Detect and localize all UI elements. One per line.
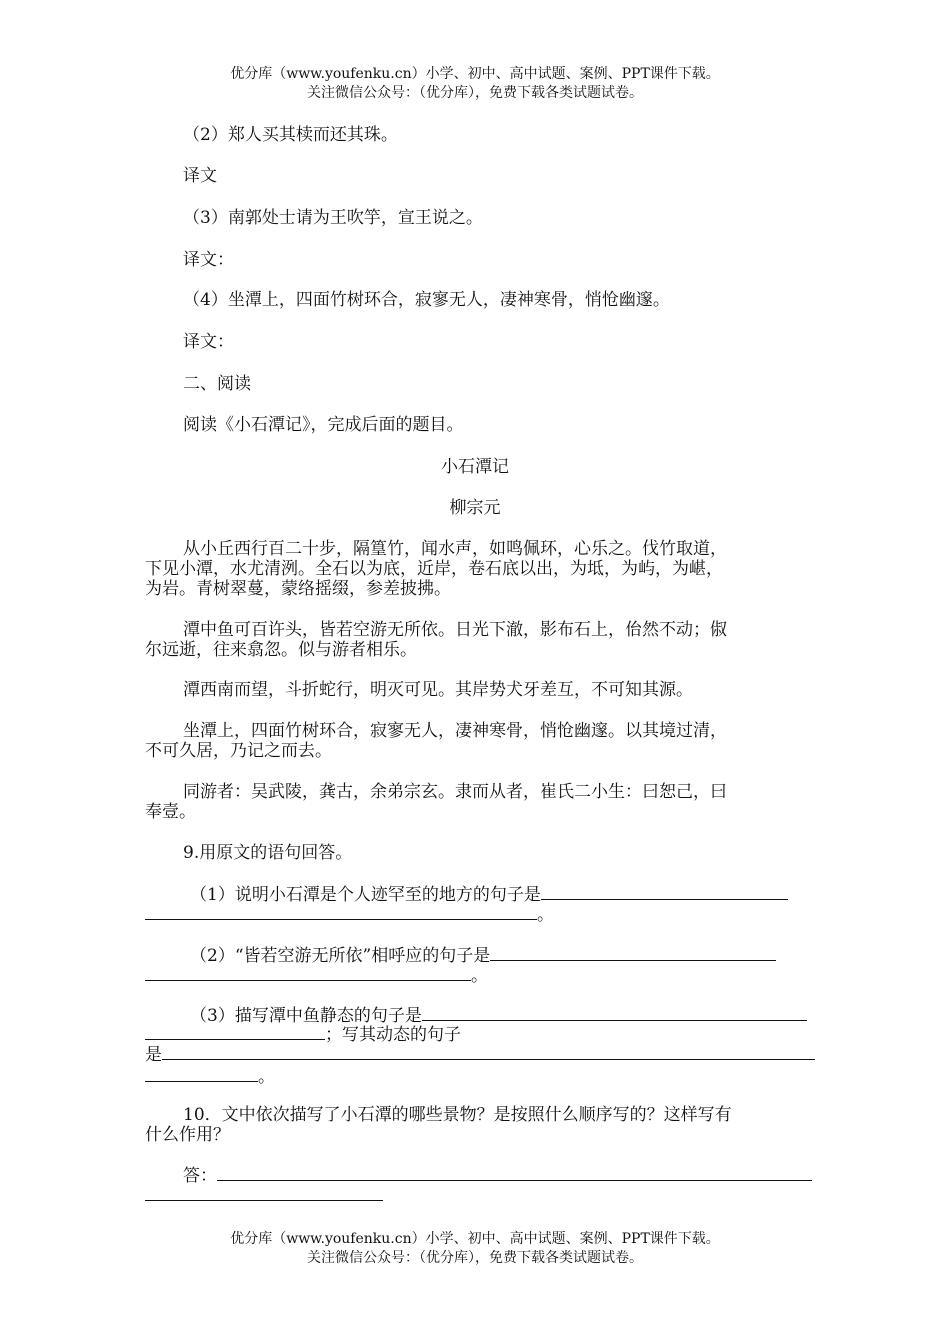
translation-label-4: 译文： <box>183 332 234 352</box>
answer-label: 答： <box>183 1166 217 1186</box>
question-9-1-continued <box>145 905 825 926</box>
period: 。 <box>537 905 554 925</box>
passage-line: 尔远逝，往来翕忽。似与游者相乐。 <box>145 640 417 660</box>
section-heading-reading: 二、阅读 <box>183 374 251 394</box>
answer-blank[interactable] <box>145 1038 325 1040</box>
question-9-2-continued <box>145 966 825 987</box>
answer-blank[interactable] <box>145 979 471 981</box>
passage-line: 潭西南而望，斗折蛇行，明灭可见。其岸势犬牙差互，不可知其源。 <box>183 680 693 700</box>
passage-author: 柳宗元 <box>449 498 501 518</box>
translation-question-2: （2）郑人买其椟而还其珠。 <box>183 125 398 145</box>
answer-blank[interactable] <box>217 1179 812 1181</box>
question-9-3-dynamic-text: ；写其动态的句子 <box>325 1025 461 1045</box>
answer-blank[interactable] <box>490 959 776 961</box>
translation-label-2: 译文 <box>183 166 217 186</box>
answer-blank[interactable] <box>145 1199 383 1201</box>
period: 。 <box>258 1067 275 1087</box>
question-9-1 <box>190 885 825 906</box>
question-9-3-answer-line <box>145 1045 825 1066</box>
passage-line: 同游者：吴武陵，龚古，余弟宗玄。隶而从者，崔氏二小生：曰恕己，曰 <box>183 782 727 802</box>
question-9: 9.用原文的语句回答。 <box>183 843 353 863</box>
page-header-line-1: 优分库（www.youfenku.cn）小学、初中、高中试题、案例、PPT课件下载。 <box>230 66 720 82</box>
reading-instruction: 阅读《小石潭记》，完成后面的题目。 <box>183 415 464 435</box>
question-10-answer <box>183 1166 825 1187</box>
question-10-answer-continued <box>145 1186 825 1207</box>
question-9-3-is: 是 <box>145 1045 162 1065</box>
question-9-3-final-line <box>145 1067 825 1088</box>
period: 。 <box>471 966 488 986</box>
passage-line: 奉壹。 <box>145 802 196 822</box>
question-10-line-2: 什么作用？ <box>145 1125 230 1145</box>
answer-blank[interactable] <box>145 918 537 920</box>
question-9-3-text: （3）描写潭中鱼静态的句子是 <box>190 1006 422 1026</box>
answer-blank[interactable] <box>162 1058 815 1060</box>
question-9-2-text: （2）“皆若空游无所依”相呼应的句子是 <box>190 946 491 966</box>
answer-blank[interactable] <box>145 1080 258 1082</box>
question-10-line-1: 10．文中依次描写了小石潭的哪些景物？是按照什么顺序写的？这样写有 <box>183 1105 732 1125</box>
passage-line: 为岩。青树翠蔓，蒙络摇缀，参差披拂。 <box>145 579 451 599</box>
passage-line: 坐潭上，四面竹树环合，寂寥无人，凄神寒骨，悄怆幽邃。以其境过清， <box>183 721 727 741</box>
translation-question-3: （3）南郭处士请为王吹竽，宣王说之。 <box>183 208 483 228</box>
answer-blank[interactable] <box>541 898 788 900</box>
translation-label-3: 译文： <box>183 250 234 270</box>
page-footer-line-1: 优分库（www.youfenku.cn）小学、初中、高中试题、案例、PPT课件下载。 <box>230 1231 720 1247</box>
page-footer-line-2: 关注微信公众号：（优分库），免费下载各类试题试卷。 <box>307 1250 643 1266</box>
passage-line: 从小丘西行百二十步，隔篁竹，闻水声，如鸣佩环，心乐之。伐竹取道， <box>183 539 727 559</box>
passage-line: 不可久居，乃记之而去。 <box>145 741 332 761</box>
question-9-1-text: （1）说明小石潭是个人迹罕至的地方的句子是 <box>190 885 541 905</box>
passage-line: 潭中鱼可百许头，皆若空游无所依。日光下澈，影布石上，佁然不动；俶 <box>183 620 727 640</box>
passage-title: 小石潭记 <box>441 457 509 477</box>
translation-question-4: （4）坐潭上，四面竹树环合，寂寥无人，凄神寒骨，悄怆幽邃。 <box>183 290 670 310</box>
question-9-3 <box>190 1006 825 1027</box>
question-9-3-continued <box>145 1025 825 1046</box>
passage-line: 下见小潭，水尤清洌。全石以为底，近岸，卷石底以出，为坻，为屿，为嵁， <box>145 559 723 579</box>
question-9-2 <box>190 946 825 967</box>
answer-blank[interactable] <box>422 1019 807 1021</box>
page-header-line-2: 关注微信公众号：（优分库），免费下载各类试题试卷。 <box>307 85 643 101</box>
